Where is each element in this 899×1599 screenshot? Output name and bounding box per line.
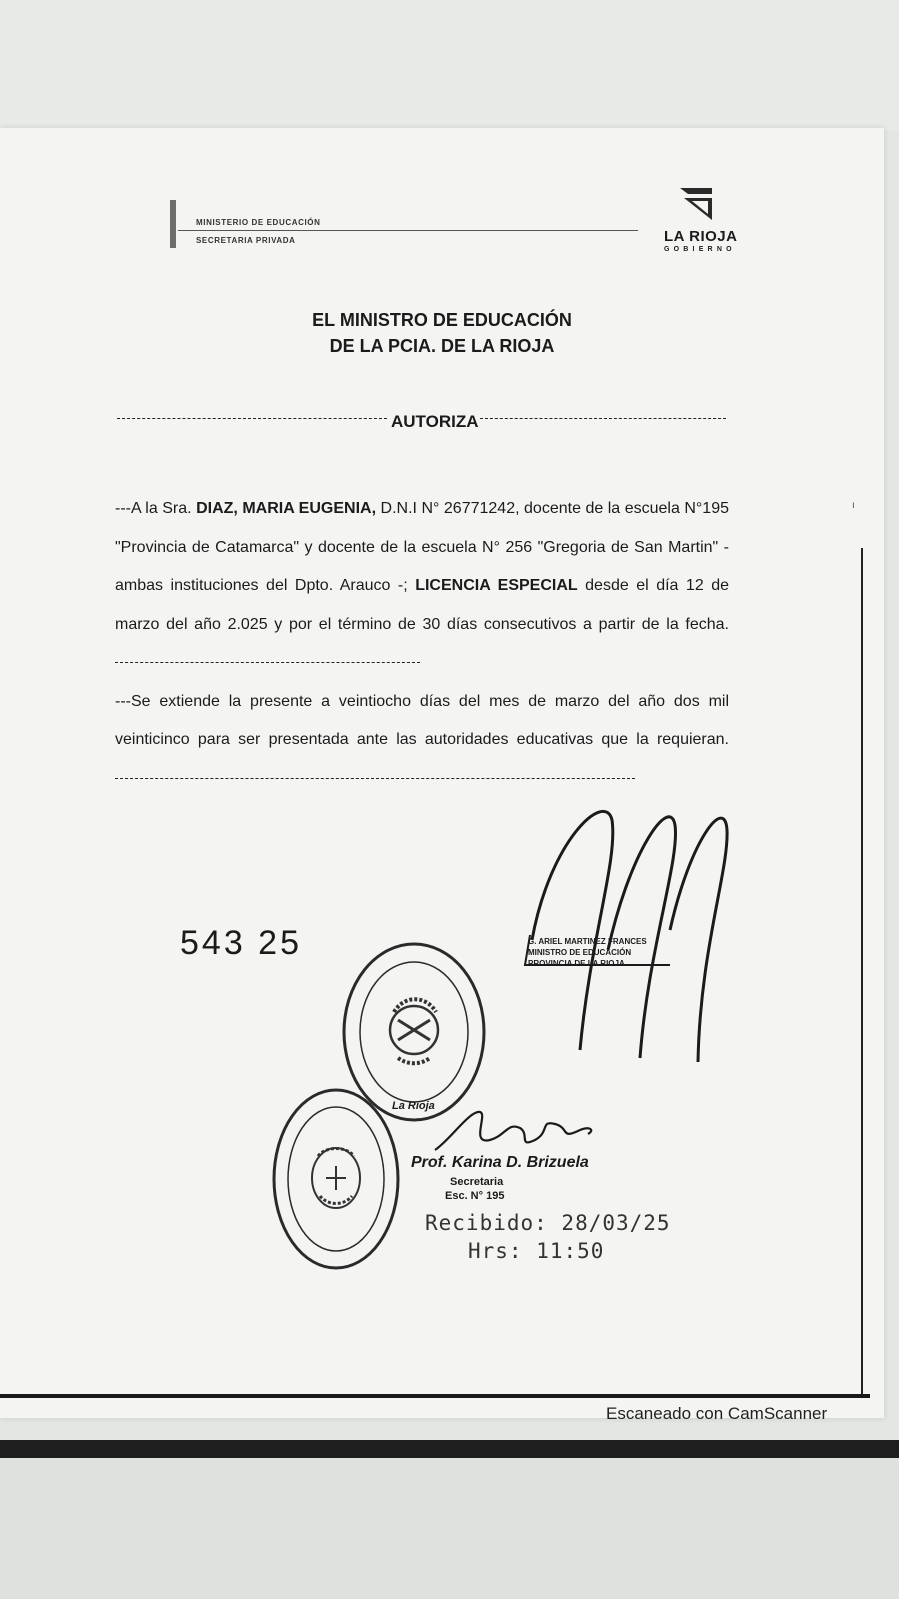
resolution-number: 543 25: [180, 924, 302, 962]
camscanner-watermark: Escaneado con CamScanner: [606, 1404, 828, 1423]
minister-signature-icon: [520, 800, 735, 1065]
handwritten-hours: Hrs: 11:50: [468, 1239, 605, 1263]
background-bottom: [0, 1458, 899, 1599]
handwritten-received: Recibido: 28/03/25: [425, 1211, 671, 1235]
letterhead-bar: [170, 200, 176, 248]
page-bottom-border: [0, 1394, 870, 1398]
school-seal-icon: [270, 1086, 402, 1272]
letterhead-ministry: MINISTERIO DE EDUCACIÓN: [196, 218, 321, 227]
autoriza-heading: AUTORIZA: [391, 412, 479, 431]
letterhead-divider: [178, 230, 638, 231]
dash-right: [480, 418, 726, 419]
title-line-1: EL MINISTRO DE EDUCACIÓN: [312, 310, 572, 330]
dash-left: [117, 418, 387, 419]
margin-mark: ı: [852, 500, 855, 511]
secretary-name: Prof. Karina D. Brizuela: [411, 1154, 589, 1171]
logo-subtext: GOBIERNO: [664, 246, 736, 253]
background-top: [0, 0, 899, 130]
paragraph-1: ---A la Sra. DIAZ, MARIA EUGENIA, D.N.I N° 26771242, docente de la escuela N°195 "Provincia de Catamarca" y docente de la escuela N° 256 "Gregoria de San Martin" -ambas instituciones del Dpto. Arauco -; LICENCIA ESPECIAL desde el día 12 de marzo del año 2.025 y por el término de 30 días consecutivos a partir de la fecha.: [115, 490, 729, 683]
secretary-school: Esc. N° 195: [445, 1190, 505, 1202]
document-body: [115, 490, 729, 798]
dark-band: [0, 1440, 899, 1458]
fill-dash-1: [115, 662, 420, 663]
fill-dash-2: [115, 778, 635, 779]
la-rioja-logo-icon: [678, 186, 718, 222]
page-right-border: [861, 548, 863, 1398]
secretary-role: Secretaria: [450, 1176, 504, 1188]
paragraph-2: ---Se extiende la presente a veintiocho días del mes de marzo del año dos mil veinticinco para ser presentada ante las autoridades educativas que la requieran.: [115, 683, 729, 799]
minister-signature-text: G. ARIEL MARTINEZ FRANCES MINISTRO DE EDUCACIÓN PROVINCIA DE LA RIOJA: [528, 937, 647, 968]
letterhead-secretary: SECRETARIA PRIVADA: [196, 236, 296, 245]
logo-text: LA RIOJA: [664, 228, 738, 245]
license-type: LICENCIA ESPECIAL: [415, 577, 578, 594]
title-line-2: DE LA PCIA. DE LA RIOJA: [329, 336, 555, 356]
ministry-seal-bottom: La Rioja: [392, 1100, 435, 1112]
secretary-signature-icon: [430, 1100, 600, 1160]
person-name: DIAZ, MARIA EUGENIA,: [196, 500, 377, 517]
